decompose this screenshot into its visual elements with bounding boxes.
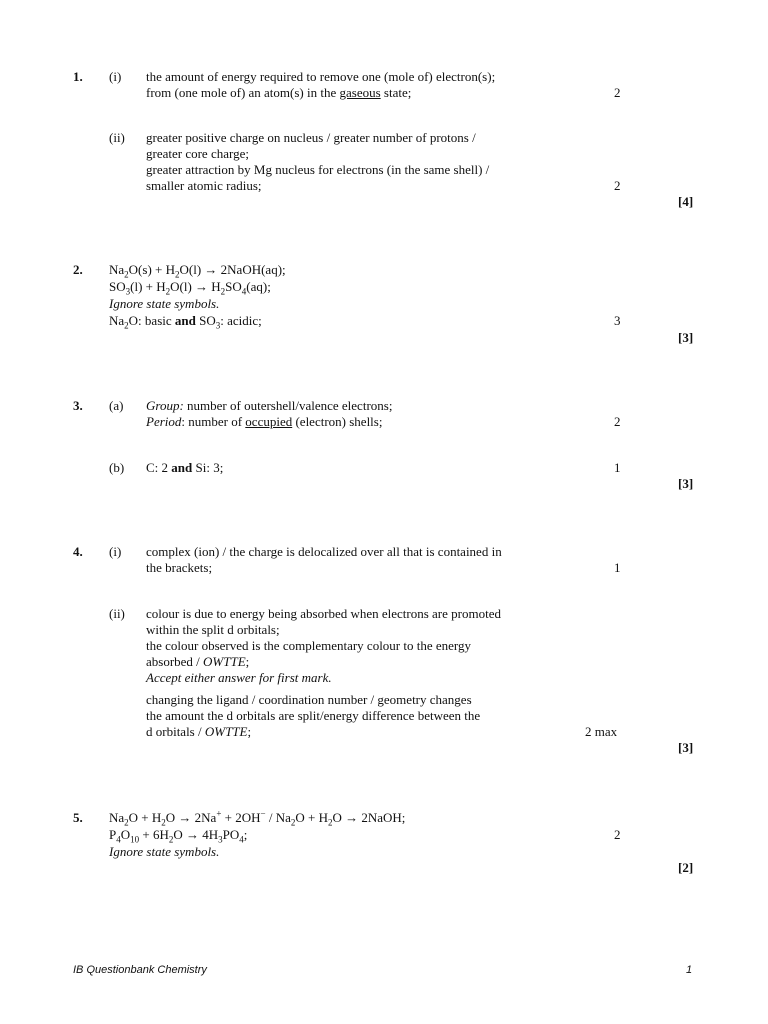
q2-acid-base-line: $Na_2O$: basic and $SO_3$: acidic;: [109, 313, 262, 331]
q2-equation-1: $Na_2O(s) + H_2O(l)$ → 2NaOH(aq);: [109, 262, 286, 280]
q4-part-ii-note: Accept either answer for first mark.: [146, 670, 332, 685]
q1-part-ii-line2: greater core charge;: [146, 146, 249, 161]
question-number-4: 4.: [73, 544, 83, 559]
q4-part-ii-line6: changing the ligand / coordination number / geometry changes: [146, 692, 472, 707]
q1-part-ii-line3: greater attraction by Mg nucleus for electrons (in the same shell) /: [146, 162, 490, 177]
q5-total-marks: [2]: [678, 860, 694, 875]
q1-part-ii-line4: smaller atomic radius;: [146, 178, 262, 193]
q4-part-i-line2: the brackets;: [146, 560, 213, 575]
q4-part-i-label: (i): [109, 544, 122, 559]
q4-part-ii-line1: colour is due to energy being absorbed when electrons are promoted: [146, 606, 501, 621]
q1-part-ii-marks: 2: [614, 178, 621, 193]
q5-equation-1: $Na_2O + H_2O \to 2Na^+ + 2OH^- / Na_2O + H_2O$ → 2NaOH;: [109, 808, 406, 828]
footer-title: IB Questionbank Chemistry: [73, 964, 207, 976]
q4-part-ii-marks: 2 max: [585, 724, 618, 739]
question-number-5: 5.: [73, 810, 83, 825]
q4-part-ii-line3: the colour observed is the complementary colour to the energy: [146, 638, 472, 653]
q1-part-i-label: (i): [109, 69, 122, 84]
q1-part-ii-line1: greater positive charge on nucleus / greater number of protons /: [146, 130, 476, 145]
q4-part-i-line1: complex (ion) / the charge is delocalized over all that is contained in: [146, 544, 502, 559]
question-number-2: 2.: [73, 262, 83, 277]
q4-part-ii-line2: within the split d orbitals;: [146, 622, 280, 637]
q1-part-i-line1: the amount of energy required to remove one (mole of) electron(s);: [146, 69, 496, 84]
q4-part-ii-line7: the amount the d orbitals are split/energy difference between the: [146, 708, 481, 723]
q4-part-ii-line8: d orbitals / OWTTE;: [146, 724, 252, 739]
q4-part-ii-line4: absorbed / OWTTE;: [146, 654, 250, 669]
q3-part-a-line1: Group: number of outershell/valence electrons;: [146, 398, 393, 413]
q4-part-ii-label: (ii): [109, 606, 125, 621]
q1-part-ii-label: (ii): [109, 130, 125, 145]
q5-note: Ignore state symbols.: [109, 844, 220, 859]
footer-page-number: 1: [686, 964, 693, 976]
q3-part-b-marks: 1: [614, 460, 621, 475]
q2-note: Ignore state symbols.: [109, 296, 220, 311]
q3-total-marks: [3]: [678, 476, 694, 491]
question-number-3: 3.: [73, 398, 83, 413]
q5-equation-2: $P_4O_{10} + 6H_2O \to 4H_3PO_4$;: [109, 827, 248, 845]
q3-part-b-text: C: 2 and Si: 3;: [146, 460, 224, 475]
q2-equation-2: $SO_3(l) + H_2O(l) \to H_2SO_4(aq)$;: [109, 279, 271, 297]
q5-marks: 2: [614, 827, 621, 842]
q1-part-i-line2: from (one mole of) an atom(s) in the gaseous state;: [146, 85, 412, 100]
q4-part-i-marks: 1: [614, 560, 621, 575]
q3-part-b-label: (b): [109, 460, 125, 475]
q3-part-a-marks: 2: [614, 414, 621, 429]
q2-marks: 3: [614, 313, 621, 328]
q3-part-a-label: (a): [109, 398, 124, 413]
q3-part-a-line2: Period: number of occupied (electron) shells;: [146, 414, 383, 429]
q1-total-marks: [4]: [678, 194, 694, 209]
q4-total-marks: [3]: [678, 740, 694, 755]
q2-total-marks: [3]: [678, 330, 694, 345]
question-number-1: 1.: [73, 69, 83, 84]
q1-part-i-marks: 2: [614, 85, 621, 100]
